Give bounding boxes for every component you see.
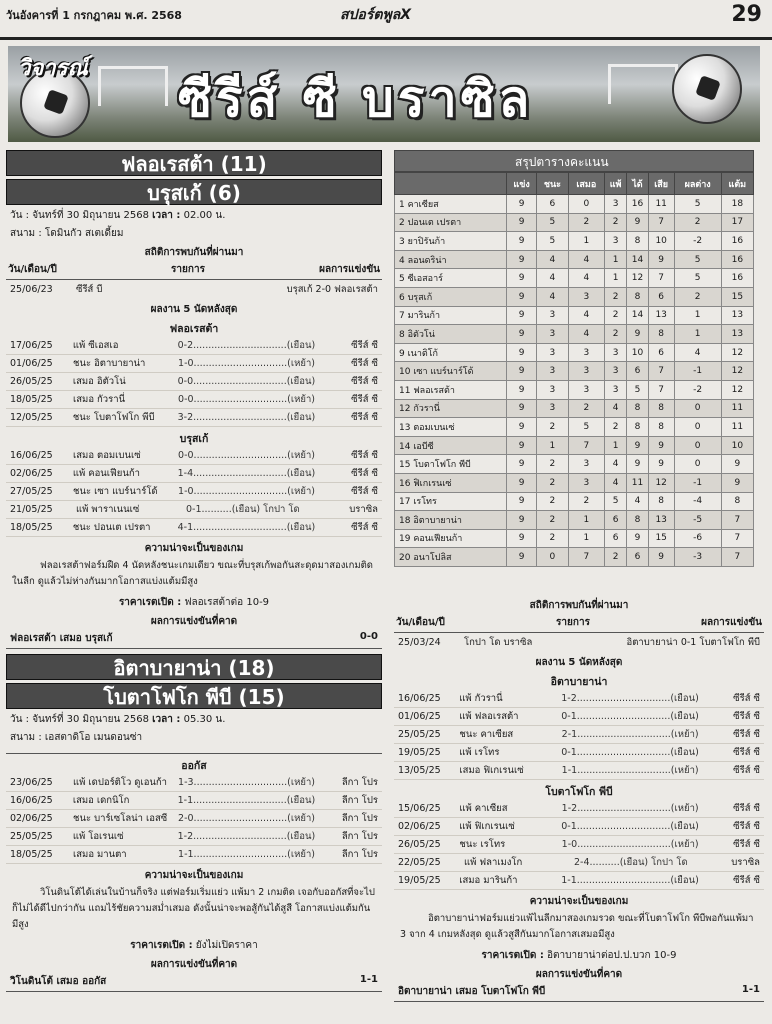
result-row: 19/05/25 แพ้ เรโทร 0-1...............................(เยือน) ซีรีส์ ซี [394, 744, 764, 762]
standings-row: 12 กัวรานี่ 9 3 2 4 8 8 0 11 [395, 399, 754, 418]
standings-row: 17 เรโทร 9 2 2 5 4 8 -4 8 [395, 492, 754, 511]
match1-away-name: บรุสเก้ [179, 433, 209, 445]
standings-row: 19 คอนเฟียนก้า 9 2 1 6 9 15 -6 7 [395, 529, 754, 548]
standings-row: 10 เซา แบร์นาร์โด้ 9 3 3 3 6 7 -1 12 [395, 362, 754, 381]
goal-left-icon [98, 66, 168, 106]
banner [8, 46, 760, 142]
match1-predict-title: ผลการแข่งขันที่คาด [150, 616, 238, 627]
result-row: 26/05/25 เสมอ อิตัวโน่ 0-0...............................(เยือน) ซีรีส์ ซี [6, 373, 382, 391]
result-row: 16/06/25 แพ้ กัวรานี่ 1-2...............................(เยือน) ซีรีส์ ซี [394, 690, 764, 708]
standings-row: 15 โบตาโฟโก พีบี 9 2 3 4 9 9 0 9 [395, 455, 754, 474]
match1-last5-title: ผลงาน 5 นัดหลังสุด [150, 304, 238, 315]
standings-col-header: แพ้ [605, 173, 627, 195]
result-row: 25/05/25 แพ้ โอเรนเซ่ 1-2...............................(เยือน) ลีกา โปร [6, 828, 382, 846]
standings-row: 9 เนาติโก้ 9 3 3 3 10 6 4 12 [395, 343, 754, 362]
result-row: 18/05/25 เสมอ มานตา 1-1...............................(เหย้า) ลีกา โปร [6, 846, 382, 864]
match1-venue: สนาม : โดมินกัว สเตเดี้ยม [10, 228, 124, 239]
brand-logo: สปอร์ตพูลX [340, 7, 412, 23]
match2-odds: ราคาเรตเปิด : อิตาบายาน่าต่อป.ป.บวก 10-9 [481, 950, 677, 961]
match1-chance-text: ฟลอเรสต้าฟอร์มฝืด 4 นัดหลังชนะเกมเดียว ขณะที่บรุสเก้พอกันสะดุดมาสองเกมติดในลีก ดูแล้วไม่ห่างกันมากโอกาสแบ่งแต้มมีสูง [12, 560, 373, 587]
result-row: 12/05/25 ชนะ โบตาโฟโก พีบี 3-2...............................(เยือน) ซีรีส์ ซี [6, 409, 382, 427]
match2-header-block [6, 654, 382, 992]
match2-h2h-header: วัน/เดือน/ปี รายการ ผลการแข่งขัน [394, 613, 764, 633]
result-row: 21/05/25 แพ้ พาราเนนเซ่ 0-1..........(เยือน) โกปา โด บราซิล [6, 501, 382, 519]
other-team-name: ออกัส [181, 760, 207, 772]
match2-predict-title: ผลการแข่งขันที่คาด [535, 969, 623, 980]
match2-home-name: อิตาบายาน่า [550, 676, 608, 688]
h2h-row: 25/06/23 ซีรีส์ บี บรุสเก้ 2-0 ฟลอเรสต้า [10, 283, 378, 295]
result-row: 15/06/25 แพ้ คาเซียส 1-2...............................(เหย้า) ซีรีส์ ซี [394, 800, 764, 818]
match1-prediction: ฟลอเรสต้า เสมอ บรุสเก้ 0-0 [6, 629, 382, 649]
issue-date: วันอังคารที่ 1 กรกฎาคม พ.ศ. 2568 [6, 9, 182, 22]
result-row: 17/06/25 แพ้ ซีเอสเอ 0-2...............................(เยือน) ซีรีส์ ซี [6, 337, 382, 355]
standings-row: 6 บรุสเก้ 9 4 3 2 8 6 2 15 [395, 287, 754, 306]
result-row: 26/05/25 ชนะ เรโทร 1-0...............................(เหย้า) ซีรีส์ ซี [394, 836, 764, 854]
standings-col-header: ได้ [627, 173, 649, 195]
standings-col-header: แต้ม [721, 173, 753, 195]
standings-row: 8 อิตัวโน่ 9 3 4 2 9 8 1 13 [395, 325, 754, 344]
football-right-icon [672, 54, 742, 124]
standings-col-header: เสมอ [568, 173, 604, 195]
standings-row: 13 ตอมเบนเซ่ 9 2 5 2 8 8 0 11 [395, 418, 754, 437]
standings-col-header: ชนะ [537, 173, 568, 195]
result-row: 16/06/25 เสมอ เดกนิโก 1-1...............................(เยือน) ลีกา โปร [6, 792, 382, 810]
match2-chance-title: ความน่าจะเป็นของเกม [529, 896, 629, 907]
result-row: 18/05/25 ชนะ ปอนเต เปรตา 4-1...............................(เยือน) ซีรีส์ ซี [6, 519, 382, 537]
standings-row: 11 ฟลอเรสต้า 9 3 3 3 5 7 -2 12 [395, 380, 754, 399]
other-odds: ราคาเรตเปิด : ยังไม่เปิดราคา [130, 940, 258, 951]
other-predict-title: ผลการแข่งขันที่คาด [150, 959, 238, 970]
result-row: 13/05/25 เสมอ ฟิเกเรนเซ่ 1-1...............................(เหย้า) ซีรีส์ ซี [394, 762, 764, 780]
standings-col-header: แข่ง [507, 173, 537, 195]
match2-venue: สนาม : เอสตาดิโอ เมนดอนซ่า [10, 732, 143, 743]
other-chance-text: วิโนดินโต้ได้เล่นในบ้านก็จริง แต่ฟอร์มเริ่มแย่ว แพ้มา 2 เกมติด เจอกับออกัสที่จะไปก็ไม่ได้ดีไปกว่ากัน แถมไร้ชัยความสม่ำเสมอ ดังนั้นน่าจะพอสู้กันได้สูสี โอกาสแบ่งแต้มกันมีสูง [12, 887, 375, 930]
result-row: 02/06/25 ชนะ บาร์เซโลน่า เอสซี 2-0...............................(เหย้า) ลีกา โปร [6, 810, 382, 828]
standings-row: 14 เอบีซี 9 1 7 1 9 9 0 10 [395, 436, 754, 455]
banner-title: ซีรีส์ ซี บราซิล [178, 70, 534, 128]
match1-block [6, 150, 382, 649]
match2-kickoff: วัน : จันทร์ที่ 30 มิถุนายน 2568 เวลา : 05.30 น. [10, 714, 226, 725]
page-number: 29 [731, 2, 762, 27]
result-row: 27/05/25 ชนะ เซา แบร์นาร์โด้ 1-0...............................(เหย้า) ซีรีส์ ซี [6, 483, 382, 501]
standings-row: 7 มารินก้า 9 3 4 2 14 13 1 13 [395, 306, 754, 325]
standings-col-header: ผลต่าง [674, 173, 721, 195]
goal-right-icon [608, 64, 678, 104]
standings-block [394, 150, 754, 567]
result-row: 02/06/25 แพ้ คอนเฟียนก้า 1-4...............................(เยือน) ซีรีส์ ซี [6, 465, 382, 483]
match2-home-header: อิตาบายาน่า (18) [6, 654, 382, 680]
match1-home-name: ฟลอเรสต้า [169, 323, 219, 335]
result-row: 18/05/25 เสมอ กัวรานี่ 0-0...............................(เหย้า) ซีรีส์ ซี [6, 391, 382, 409]
match2-away-name: โบตาโฟโก พีบี [545, 786, 613, 798]
match2-h2h-title: สถิติการพบกันที่ผ่านมา [529, 600, 629, 611]
result-row: 22/05/25 แพ้ ฟลาเมงโก 2-4..........(เยือน) โกปา โด บราซิล [394, 854, 764, 872]
page-header [0, 0, 772, 40]
match1-h2h-header: วัน/เดือน/ปี รายการ ผลการแข่งขัน [6, 260, 382, 280]
standings-row: 20 อนาโปลิส 9 0 7 2 6 9 -3 7 [395, 548, 754, 567]
standings-row: 2 ปอนเต เปรตา 9 5 2 2 9 7 2 17 [395, 213, 754, 232]
match1-kickoff: วัน : จันทร์ที่ 30 มิถุนายน 2568 เวลา : 02.00 น. [10, 210, 226, 221]
match1-chance-title: ความน่าจะเป็นของเกม [144, 543, 244, 554]
h2h-row: 25/03/24 โกปา โด บราซิล อิตาบายาน่า 0-1 โบตาโฟโก พีบี [398, 636, 760, 648]
match1-odds: ราคาเรตเปิด : ฟลอเรสต้าต่อ 10-9 [118, 597, 270, 608]
standings-row: 16 ฟิเกเรนเซ่ 9 2 3 4 11 12 -1 9 [395, 473, 754, 492]
result-row: 19/05/25 เสมอ มารินก้า 1-1...............................(เยือน) ซีรีส์ ซี [394, 872, 764, 890]
standings-title: สรุปตารางคะแนน [394, 150, 754, 172]
match2-away-header: โบตาโฟโก พีบี (15) [6, 683, 382, 709]
match2-prediction: อิตาบายาน่า เสมอ โบตาโฟโก พีบี 1-1 [394, 982, 764, 1002]
standings-table [394, 172, 754, 567]
other-chance-title: ความน่าจะเป็นของเกม [144, 870, 244, 881]
match1-h2h-title: สถิติการพบกันที่ผ่านมา [144, 247, 244, 258]
result-row: 23/06/25 แพ้ เดปอร์ติโว ดูเอนก้า 1-3...............................(เหย้า) ลีกา โปร [6, 774, 382, 792]
result-row: 25/05/25 ชนะ คาเซียส 2-1...............................(เหย้า) ซีรีส์ ซี [394, 726, 764, 744]
result-row: 01/06/25 แพ้ ฟลอเรสต้า 0-1...............................(เยือน) ซีรีส์ ซี [394, 708, 764, 726]
result-row: 01/06/25 ชนะ อิตาบายาน่า 1-0...............................(เหย้า) ซีรีส์ ซี [6, 355, 382, 373]
other-prediction: วิโนดินโต้ เสมอ ออกัส 1-1 [6, 972, 382, 992]
standings-row: 1 คาเซียส 9 6 0 3 16 11 5 18 [395, 195, 754, 214]
banner-tag: วิจารณ์ [18, 56, 88, 81]
standings-row: 3 ยาปิรันก้า 9 5 1 3 8 10 -2 16 [395, 232, 754, 251]
match2-last5-title: ผลงาน 5 นัดหลังสุด [535, 657, 623, 668]
result-row: 02/06/25 แพ้ ฟิเกเรนเซ่ 0-1...............................(เยือน) ซีรีส์ ซี [394, 818, 764, 836]
match1-away-header: บรุสเก้ (6) [6, 179, 382, 205]
standings-row: 5 ซีเอสอาร์ 9 4 4 1 12 7 5 16 [395, 269, 754, 288]
match2-chance-text: อิตาบายาน่าฟอร์มแย่วแพ้ไนลีกมาสองเกมรวด ขณะที่โบตาโฟโก พีบีพอกันแพ้มา 3 จาก 4 เกมหลังสุด ดูแล้วสูสีกันมากโอกาสเสมอมีสูง [400, 913, 754, 940]
standings-row: 4 ลอนดริน่า 9 4 4 1 14 9 5 16 [395, 250, 754, 269]
standings-col-header: เสีย [648, 173, 674, 195]
standings-row: 18 อิตาบายาน่า 9 2 1 6 8 13 -5 7 [395, 511, 754, 530]
match2-block [394, 594, 764, 1002]
match1-home-header: ฟลอเรสต้า (11) [6, 150, 382, 176]
result-row: 16/06/25 เสมอ ตอมเบนเซ่ 0-0...............................(เหย้า) ซีรีส์ ซี [6, 447, 382, 465]
